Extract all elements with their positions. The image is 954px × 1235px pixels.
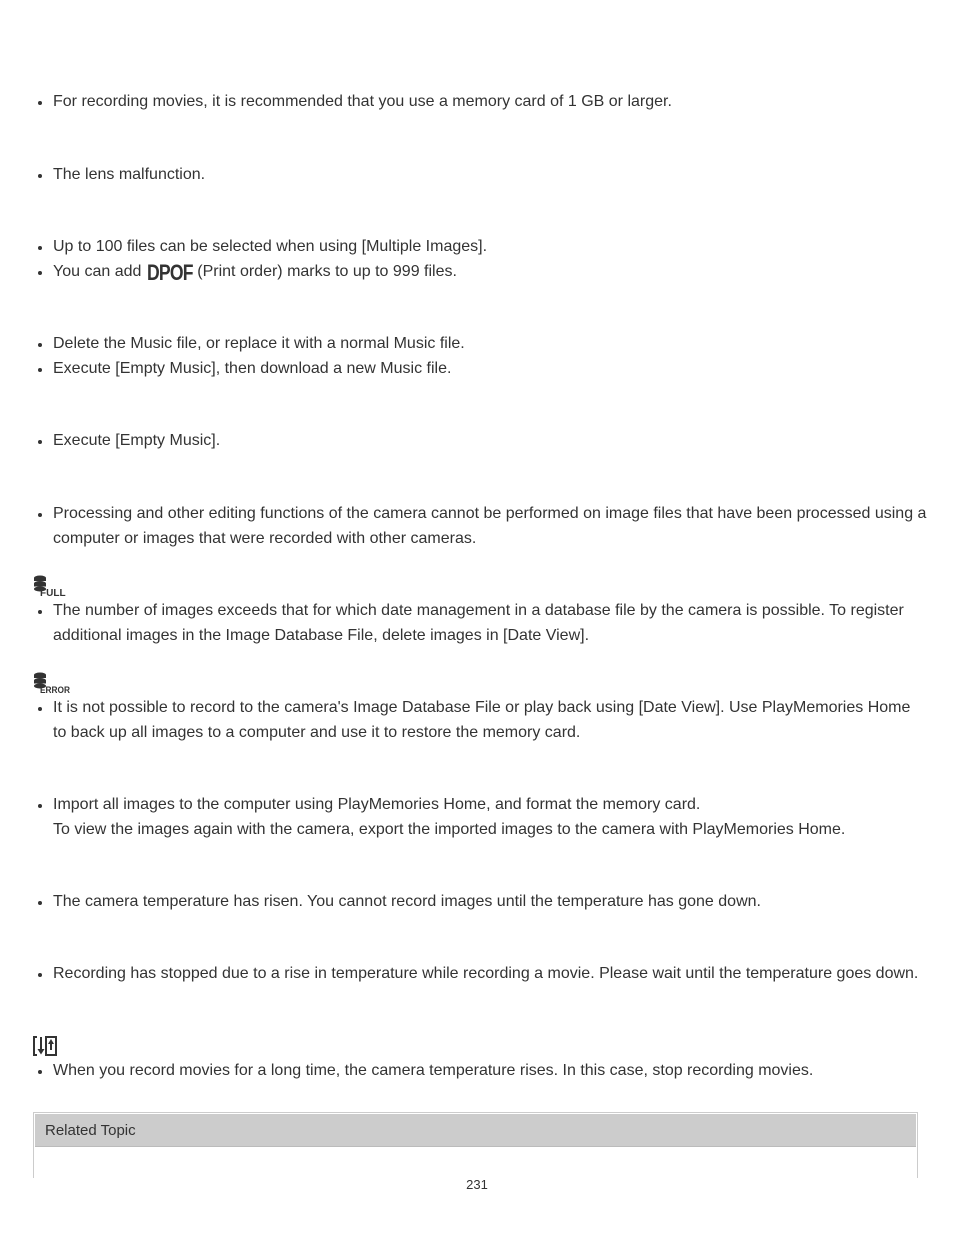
- list-item: Delete the Music file, or replace it with a normal Music file.: [53, 332, 928, 357]
- list-item: Execute [Empty Music].: [53, 429, 928, 454]
- bullet-list: [33, 793, 928, 842]
- dpof-text-before: You can add: [53, 262, 146, 280]
- list-item-text: Import all images to the computer using PlayMemories Home, and format the memory card.: [53, 796, 701, 813]
- bullet-list: [33, 696, 928, 745]
- list-item: [53, 793, 928, 842]
- bullet-list: [33, 962, 928, 987]
- dpof-text-after: (Print order) marks to up to 999 files.: [192, 262, 457, 280]
- list-item: Recording has stopped due to a rise in temperature while recording a movie. Please wait until the temperature goes down.: [53, 962, 928, 987]
- related-topic-header: Related Topic: [35, 1114, 916, 1147]
- page-number: 231: [466, 1177, 488, 1192]
- svg-text:ERROR: ERROR: [40, 685, 71, 695]
- bullet-list: [33, 429, 928, 454]
- bullet-list: [33, 502, 928, 551]
- list-item: Processing and other editing functions of the camera cannot be performed on image files that have been processed using a computer or images that were recorded with other cameras.: [53, 502, 928, 551]
- bullet-list: [33, 1059, 928, 1084]
- list-item: Up to 100 files can be selected when using [Multiple Images].: [53, 235, 928, 260]
- bullet-list: [33, 890, 928, 915]
- dpof-icon: DPOF: [146, 259, 193, 285]
- temperature-warning-icon: [33, 1035, 59, 1062]
- list-item: The lens malfunction.: [53, 163, 928, 188]
- list-item: It is not possible to record to the camera's Image Database File or play back using [Date View]. Use PlayMemories Home to back up all images to a computer and use it to restore the memory card.: [53, 696, 928, 745]
- svg-text:FULL: FULL: [40, 588, 66, 598]
- list-item: The camera temperature has risen. You cannot record images until the temperature has gone down.: [53, 890, 928, 915]
- list-item: For recording movies, it is recommended that you use a memory card of 1 GB or larger.: [53, 90, 928, 115]
- list-item: When you record movies for a long time, the camera temperature rises. In this case, stop recording movies.: [53, 1059, 928, 1084]
- list-item-continuation: To view the images again with the camera, export the imported images to the camera with PlayMemories Home.: [53, 820, 846, 838]
- bullet-list: [33, 332, 928, 381]
- bullet-list: [33, 235, 928, 284]
- list-item: The number of images exceeds that for which date management in a database file by the camera is possible. To register additional images in the Image Database File, delete images in [Date View].: [53, 599, 928, 648]
- bullet-list: [33, 599, 928, 648]
- list-item: Execute [Empty Music], then download a new Music file.: [53, 357, 928, 382]
- bullet-list: [33, 163, 928, 188]
- list-item: [53, 260, 928, 285]
- bullet-list: [33, 90, 928, 115]
- related-topic-box: [33, 1112, 918, 1178]
